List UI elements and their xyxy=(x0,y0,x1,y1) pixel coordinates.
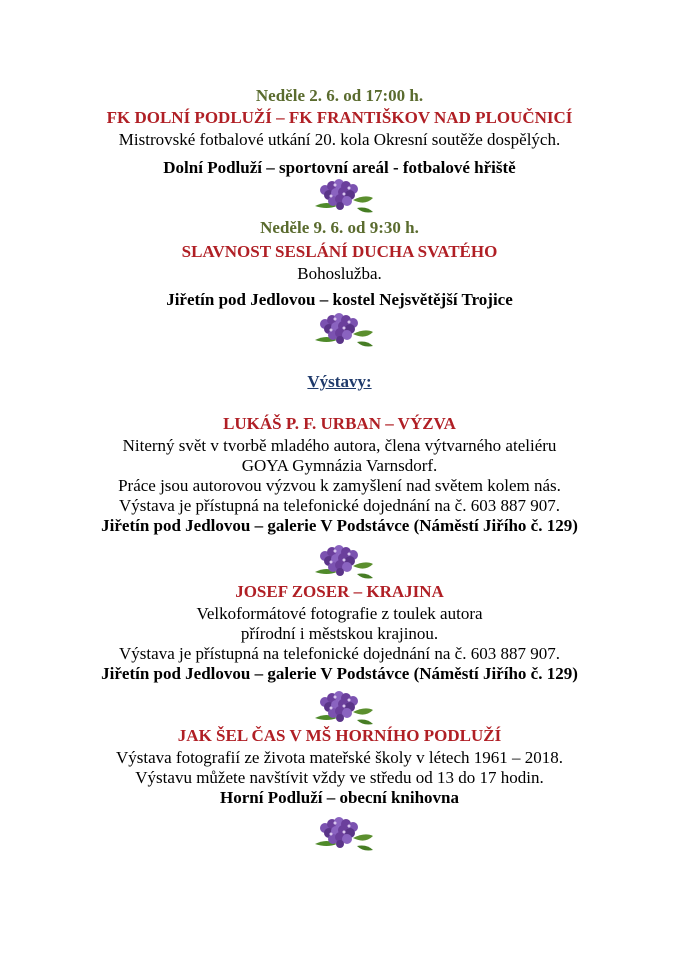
lilac-flower-icon xyxy=(307,814,377,854)
exhibition-text: Velkoformátové fotografie z toulek autora xyxy=(196,604,483,623)
event-pentecost xyxy=(0,218,679,310)
event-location: Dolní Podluží – sportovní areál - fotbalové hřiště xyxy=(163,158,516,177)
exhibition-title: JOSEF ZOSER – KRAJINA xyxy=(235,582,444,601)
exhibition-text: Výstava je přístupná na telefonické dojednání na č. 603 887 907. xyxy=(119,644,560,663)
event-location: Jiřetín pod Jedlovou – kostel Nejsvětější Trojice xyxy=(166,290,513,309)
exhibition-text: Výstava fotografií ze života mateřské školy v létech 1961 – 2018. xyxy=(115,748,564,767)
exhibition-text: Niterný svět v tvorbě mladého autora, člena výtvarného ateliéru xyxy=(122,436,557,455)
exhibition-location: Jiřetín pod Jedlovou – galerie V Podstávce (Náměstí Jiřího č. 129) xyxy=(101,516,578,535)
event-football xyxy=(0,86,679,178)
event-date: Neděle 9. 6. od 9:30 h. xyxy=(260,218,419,237)
exhibition-text: přírodní i městskou krajinou. xyxy=(240,624,439,643)
exhibitions-heading: Výstavy: xyxy=(307,372,372,391)
lilac-flower-icon xyxy=(307,176,377,216)
event-description: Mistrovské fotbalové utkání 20. kola Okresní soutěže dospělých. xyxy=(118,130,561,149)
event-description: Bohoslužba. xyxy=(297,264,382,283)
exhibition-zoser xyxy=(0,582,679,684)
exhibition-text: GOYA Gymnázia Varnsdorf. xyxy=(241,456,438,475)
event-date: Neděle 2. 6. od 17:00 h. xyxy=(255,86,424,105)
lilac-flower-icon xyxy=(307,542,377,582)
exhibition-title: JAK ŠEL ČAS V MŠ HORNÍHO PODLUŽÍ xyxy=(177,726,502,745)
exhibition-kindergarten xyxy=(0,726,679,808)
event-title: FK DOLNÍ PODLUŽÍ – FK FRANTIŠKOV NAD PLOUČNICÍ xyxy=(106,108,573,127)
exhibition-text: Práce jsou autorovou výzvou k zamyšlení nad světem kolem nás. xyxy=(118,476,561,495)
event-title: SLAVNOST SESLÁNÍ DUCHA SVATÉHO xyxy=(181,242,498,261)
exhibition-location: Horní Podluží – obecní knihovna xyxy=(220,788,459,807)
lilac-flower-icon xyxy=(307,688,377,728)
lilac-flower-icon xyxy=(307,310,377,350)
exhibition-text: Výstavu můžete navštívit vždy ve středu od 13 do 17 hodin. xyxy=(135,768,544,787)
exhibition-title: LUKÁŠ P. F. URBAN – VÝZVA xyxy=(223,414,456,433)
exhibition-urban xyxy=(0,414,679,536)
exhibitions-section xyxy=(0,372,679,392)
exhibition-location: Jiřetín pod Jedlovou – galerie V Podstávce (Náměstí Jiřího č. 129) xyxy=(101,664,578,683)
exhibition-text: Výstava je přístupná na telefonické dojednání na č. 603 887 907. xyxy=(119,496,560,515)
